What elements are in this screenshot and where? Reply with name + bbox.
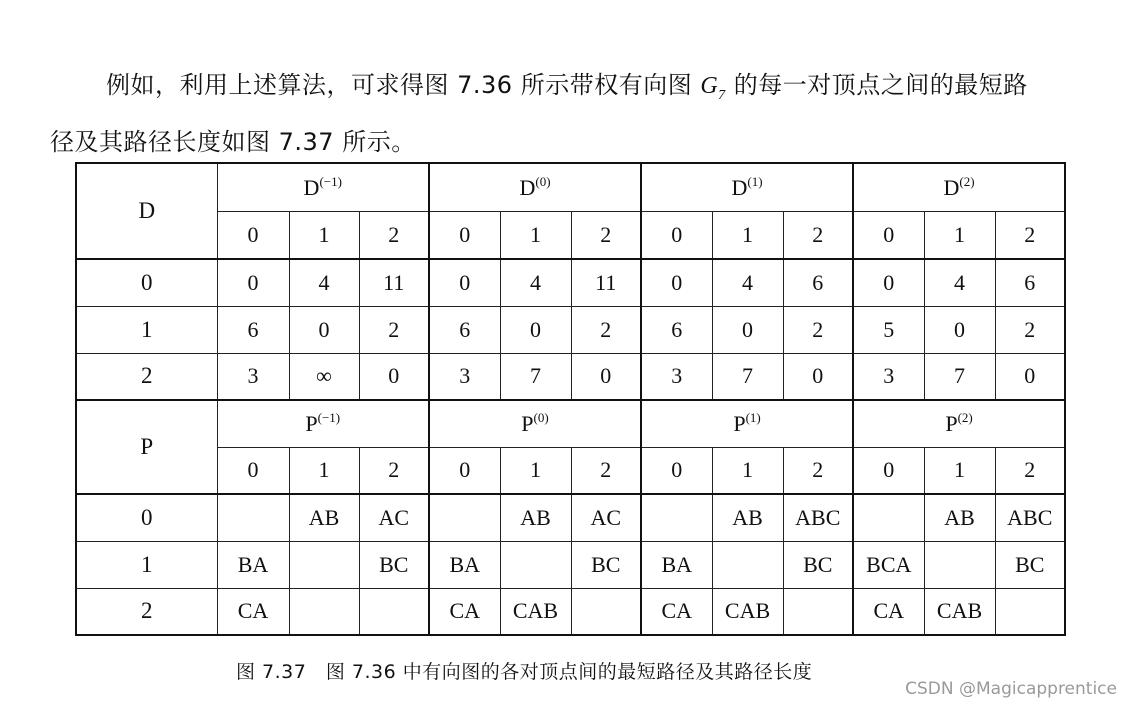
d-value-cell: 0 — [924, 306, 995, 353]
column-index-cell: 2 — [571, 211, 641, 259]
p-value-cell: BC — [571, 541, 641, 588]
path-matrix-label: P — [76, 400, 217, 494]
p-value-cell — [571, 588, 641, 635]
d-value-cell: 3 — [853, 353, 924, 400]
column-index-cell: 2 — [359, 447, 429, 494]
d-group-header: $D^{(2)}$ — [853, 163, 1065, 211]
watermark: CSDN @Magicapprentice — [905, 679, 1117, 699]
p-value-cell — [712, 541, 783, 588]
d-value-cell: 7 — [924, 353, 995, 400]
p-value-cell: CA — [853, 588, 924, 635]
d-value-cell: 0 — [641, 259, 712, 306]
d-group-header: $D^{(-1)}$ — [217, 163, 429, 211]
graph-symbol: $G_7$ — [700, 73, 726, 103]
d-value-cell: 6 — [783, 259, 853, 306]
d-value-cell: 2 — [359, 306, 429, 353]
d-value-cell: 0 — [429, 259, 500, 306]
column-index-cell: 1 — [924, 211, 995, 259]
column-index-cell: 1 — [289, 447, 359, 494]
column-index-cell: 2 — [995, 447, 1065, 494]
d-value-cell: 0 — [712, 306, 783, 353]
column-index-cell: 1 — [289, 211, 359, 259]
p-value-cell — [783, 588, 853, 635]
intro-paragraph — [50, 62, 1110, 165]
shortest-path-table — [75, 162, 1066, 636]
column-index-cell: 2 — [783, 211, 853, 259]
d-value-cell: 0 — [783, 353, 853, 400]
p-value-cell: AB — [289, 494, 359, 541]
d-value-cell: 4 — [712, 259, 783, 306]
column-index-cell: 0 — [853, 211, 924, 259]
d-value-cell: 6 — [217, 306, 289, 353]
d-value-cell: 0 — [359, 353, 429, 400]
d-value-cell: 3 — [217, 353, 289, 400]
column-index-cell: 0 — [641, 211, 712, 259]
d-value-cell: ∞ — [289, 353, 359, 400]
column-index-cell: 0 — [429, 447, 500, 494]
p-value-cell: CAB — [500, 588, 571, 635]
p-value-cell: ABC — [995, 494, 1065, 541]
column-index-cell: 0 — [429, 211, 500, 259]
column-index-cell: 0 — [641, 447, 712, 494]
p-value-cell: ABC — [783, 494, 853, 541]
p-value-cell — [924, 541, 995, 588]
p-value-cell: AB — [924, 494, 995, 541]
p-value-cell: CA — [429, 588, 500, 635]
row-index-cell: 0 — [76, 494, 217, 541]
p-value-cell — [359, 588, 429, 635]
p-group-header: $P^{(-1)}$ — [217, 400, 429, 447]
p-value-cell: CAB — [924, 588, 995, 635]
p-value-cell: AB — [712, 494, 783, 541]
p-value-cell: BC — [783, 541, 853, 588]
row-index-cell: 2 — [76, 353, 217, 400]
p-value-cell: CA — [641, 588, 712, 635]
p-value-cell: CAB — [712, 588, 783, 635]
column-index-cell: 1 — [500, 211, 571, 259]
d-value-cell: 4 — [924, 259, 995, 306]
p-value-cell — [289, 541, 359, 588]
d-value-cell: 3 — [429, 353, 500, 400]
intro-line1-start: 例如，利用上述算法，可求得图 7.36 所示带权有向图 — [106, 71, 701, 99]
figure-caption: 图 7.37 图 7.36 中有向图的各对顶点间的最短路径及其路径长度 — [236, 661, 813, 683]
column-index-cell: 1 — [924, 447, 995, 494]
column-index-cell: 2 — [783, 447, 853, 494]
d-value-cell: 6 — [641, 306, 712, 353]
distance-matrix-label: D — [76, 163, 217, 259]
d-value-cell: 0 — [500, 306, 571, 353]
p-value-cell: BC — [359, 541, 429, 588]
p-group-header: $P^{(1)}$ — [641, 400, 853, 447]
column-index-cell: 0 — [217, 211, 289, 259]
d-value-cell: 7 — [712, 353, 783, 400]
column-index-cell: 2 — [995, 211, 1065, 259]
column-index-cell: 1 — [500, 447, 571, 494]
d-value-cell: 3 — [641, 353, 712, 400]
p-value-cell: AC — [359, 494, 429, 541]
p-value-cell — [500, 541, 571, 588]
p-value-cell — [429, 494, 500, 541]
d-value-cell: 0 — [217, 259, 289, 306]
d-value-cell: 7 — [500, 353, 571, 400]
intro-line1-end: 的每一对顶点之间的最短路 — [725, 71, 1028, 99]
d-group-header: $D^{(0)}$ — [429, 163, 641, 211]
p-value-cell: BA — [217, 541, 289, 588]
p-value-cell — [217, 494, 289, 541]
d-value-cell: 6 — [995, 259, 1065, 306]
p-value-cell — [853, 494, 924, 541]
row-index-cell: 0 — [76, 259, 217, 306]
p-value-cell: AB — [500, 494, 571, 541]
d-group-header: $D^{(1)}$ — [641, 163, 853, 211]
p-group-header: $P^{(0)}$ — [429, 400, 641, 447]
d-value-cell: 4 — [500, 259, 571, 306]
d-value-cell: 11 — [359, 259, 429, 306]
p-value-cell: BA — [429, 541, 500, 588]
p-value-cell: BCA — [853, 541, 924, 588]
p-value-cell: AC — [571, 494, 641, 541]
p-value-cell — [289, 588, 359, 635]
intro-line2: 径及其路径长度如图 7.37 所示。 — [50, 127, 416, 156]
d-value-cell: 4 — [289, 259, 359, 306]
p-value-cell — [995, 588, 1065, 635]
d-value-cell: 2 — [995, 306, 1065, 353]
column-index-cell: 1 — [712, 447, 783, 494]
column-index-cell: 2 — [359, 211, 429, 259]
row-index-cell: 1 — [76, 541, 217, 588]
column-index-cell: 0 — [217, 447, 289, 494]
d-value-cell: 6 — [429, 306, 500, 353]
d-value-cell: 0 — [289, 306, 359, 353]
d-value-cell: 5 — [853, 306, 924, 353]
d-value-cell: 11 — [571, 259, 641, 306]
p-value-cell: BC — [995, 541, 1065, 588]
d-value-cell: 2 — [783, 306, 853, 353]
p-group-header: $P^{(2)}$ — [853, 400, 1065, 447]
row-index-cell: 1 — [76, 306, 217, 353]
p-value-cell — [641, 494, 712, 541]
row-index-cell: 2 — [76, 588, 217, 635]
column-index-cell: 0 — [853, 447, 924, 494]
column-index-cell: 1 — [712, 211, 783, 259]
d-value-cell: 2 — [571, 306, 641, 353]
d-value-cell: 0 — [853, 259, 924, 306]
d-value-cell: 0 — [995, 353, 1065, 400]
p-value-cell: CA — [217, 588, 289, 635]
d-value-cell: 0 — [571, 353, 641, 400]
p-value-cell: BA — [641, 541, 712, 588]
column-index-cell: 2 — [571, 447, 641, 494]
